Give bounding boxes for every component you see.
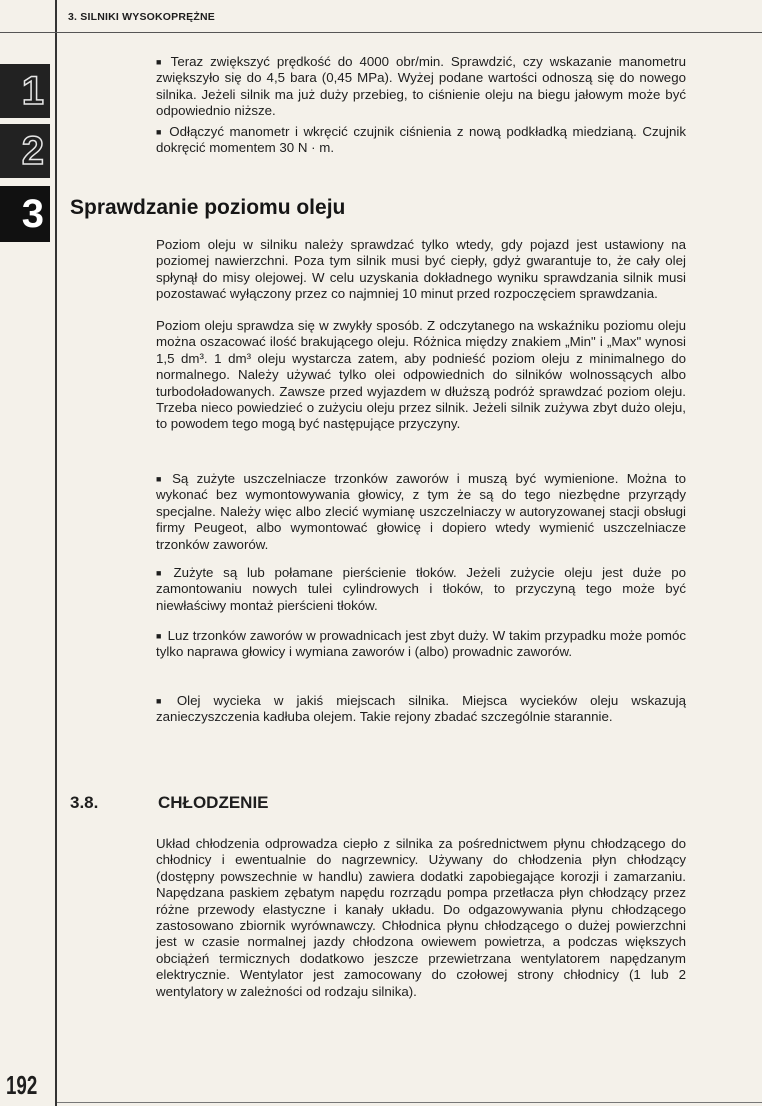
intro-paragraph-1: ■ Teraz zwiększyć prędkość do 4000 obr/min. Sprawdzić, czy wskazanie manometru zwiększyło się do 4,5 bara (0,45 MPa). Wyżej podane wartości odnoszą się do nowego silnika. Jeżeli silnik ma już duży przebieg, to ciśnienie oleju na biegu jałowym może być odpowiednio niższe.: [156, 54, 686, 119]
header-rule: [0, 32, 762, 33]
chapter-tab-3-active: 3: [0, 186, 50, 242]
section-number: 3.8.: [70, 793, 99, 812]
section-title-oil-level: Sprawdzanie poziomu oleju: [70, 196, 346, 219]
oil-paragraph-1: Poziom oleju w silniku należy sprawdzać tylko wtedy, gdy pojazd jest ustawiony na poziomej nawierzchni. Poza tym silnik musi być ciepły, gdyż gwarantuje to, że cały olej spłynął do misy olejowej. W celu uzyskania dokładnego wyniku sprawdzania silnik musi pozostawać wyłączony przez co najmniej 10 minut przed rozpoczęciem sprawdzania.: [156, 237, 686, 302]
chapter-tab-1: 1: [0, 64, 50, 118]
intro-paragraph-2: ■ Odłączyć manometr i wkręcić czujnik ciśnienia z nową podkładką miedzianą. Czujnik dokręcić momentem 30 N · m.: [156, 124, 686, 156]
oil-bullet-3: ■ Luz trzonków zaworów w prowadnicach jest zbyt duży. W takim przypadku może pomóc tylko naprawa głowicy i wymiana zaworów i (albo) prowadnic zaworów.: [156, 628, 687, 660]
oil-bullet-4: ■ Olej wycieka w jakiś miejscach silnika. Miejsca wycieków oleju wskazują zanieczyszczenia kadłuba olejem. Takie rejony zbadać szczególnie starannie.: [156, 693, 686, 725]
bullet-icon: ■: [156, 127, 164, 137]
bullet-icon: ■: [156, 631, 162, 641]
bullet-icon: ■: [156, 57, 165, 67]
cooling-paragraph: Układ chłodzenia odprowadza ciepło z silnika za pośrednictwem płynu chłodzącego do chłodnicy i ewentualnie do nagrzewnicy. Używany do chłodzenia płyn chłodzący (dostępny powszechnie w handlu) zawiera dodatki zapobiegające korozji i zamarzaniu. Napędzana paskiem zębatym napędu rozrządu pompa przetłacza płyn chłodzący przez różne przewody elastyczne i kanały układu. Do odgazowywania płynu chłodzącego zastosowano zbiornik wyrównawczy. Chłodnica płynu chłodzącego o dużej powierzchni jest w czasie normalnej jazdy chłodzona owiewem powietrza, a podczas większych obciążeń termicznych dodatkowo jeszcze przewietrzana wentylatorem napędzanym elektrycznie. Wentylator jest zamocowany do czołowej strony chłodnicy (1 lub 2 wentylatory w zależności od rodzaju silnika).: [156, 836, 686, 999]
chapter-tab-2: 2: [0, 124, 50, 178]
oil-bullet-1: ■ Są zużyte uszczelniacze trzonków zaworów i muszą być wymienione. Można to wykonać bez wymontowywania głowicy, z tym że są do tego niezbędne przyrządy specjalne. Należy więc albo zlecić wymianę uszczelniaczy w autoryzowanej stacji obsługi firmy Peugeot, albo wymontować głowicę i dopiero wtedy wymienić uszczelniacze trzonków zaworów.: [156, 471, 686, 552]
section-title-cooling: CHŁODZENIE: [158, 793, 269, 812]
bullet-icon: ■: [156, 696, 171, 706]
footer-rule: [57, 1102, 762, 1103]
oil-paragraph-2: Poziom oleju sprawdza się w zwykły sposób. Z odczytanego na wskaźniku poziomu oleju można oszacować ilość brakującego oleju. Różnica między znakiem „Min" i „Max" wynosi 1,5 dm³. 1 dm³ oleju wystarcza zatem, aby podnieść poziom oleju z minimalnego do normalnego. Należy używać tylko olei odpowiednich do silników wolnossących albo turbodoładowanych. Zawsze przed wyjazdem w dłuższą podróż sprawdzać poziom oleju. Trzeba nieco powiedzieć o zużyciu oleju przez silnik. Jeżeli silnik zużywa zbyt dużo oleju, to powodem tego mogą być następujące przyczyny.: [156, 318, 686, 432]
oil-bullet-2: ■ Zużyte są lub połamane pierścienie tłoków. Jeżeli zużycie oleju jest duże po zamontowaniu nowych tulei cylindrowych i tłoków, to przyczyną tego może być niewłaściwy montaż pierścieni tłoków.: [156, 565, 687, 613]
bullet-icon: ■: [156, 568, 168, 578]
chapter-header: 3. SILNIKI WYSOKOPRĘŻNE: [68, 11, 215, 23]
bullet-icon: ■: [156, 474, 167, 484]
gutter-line: [55, 0, 57, 1106]
page-number: 192: [6, 1070, 38, 1100]
